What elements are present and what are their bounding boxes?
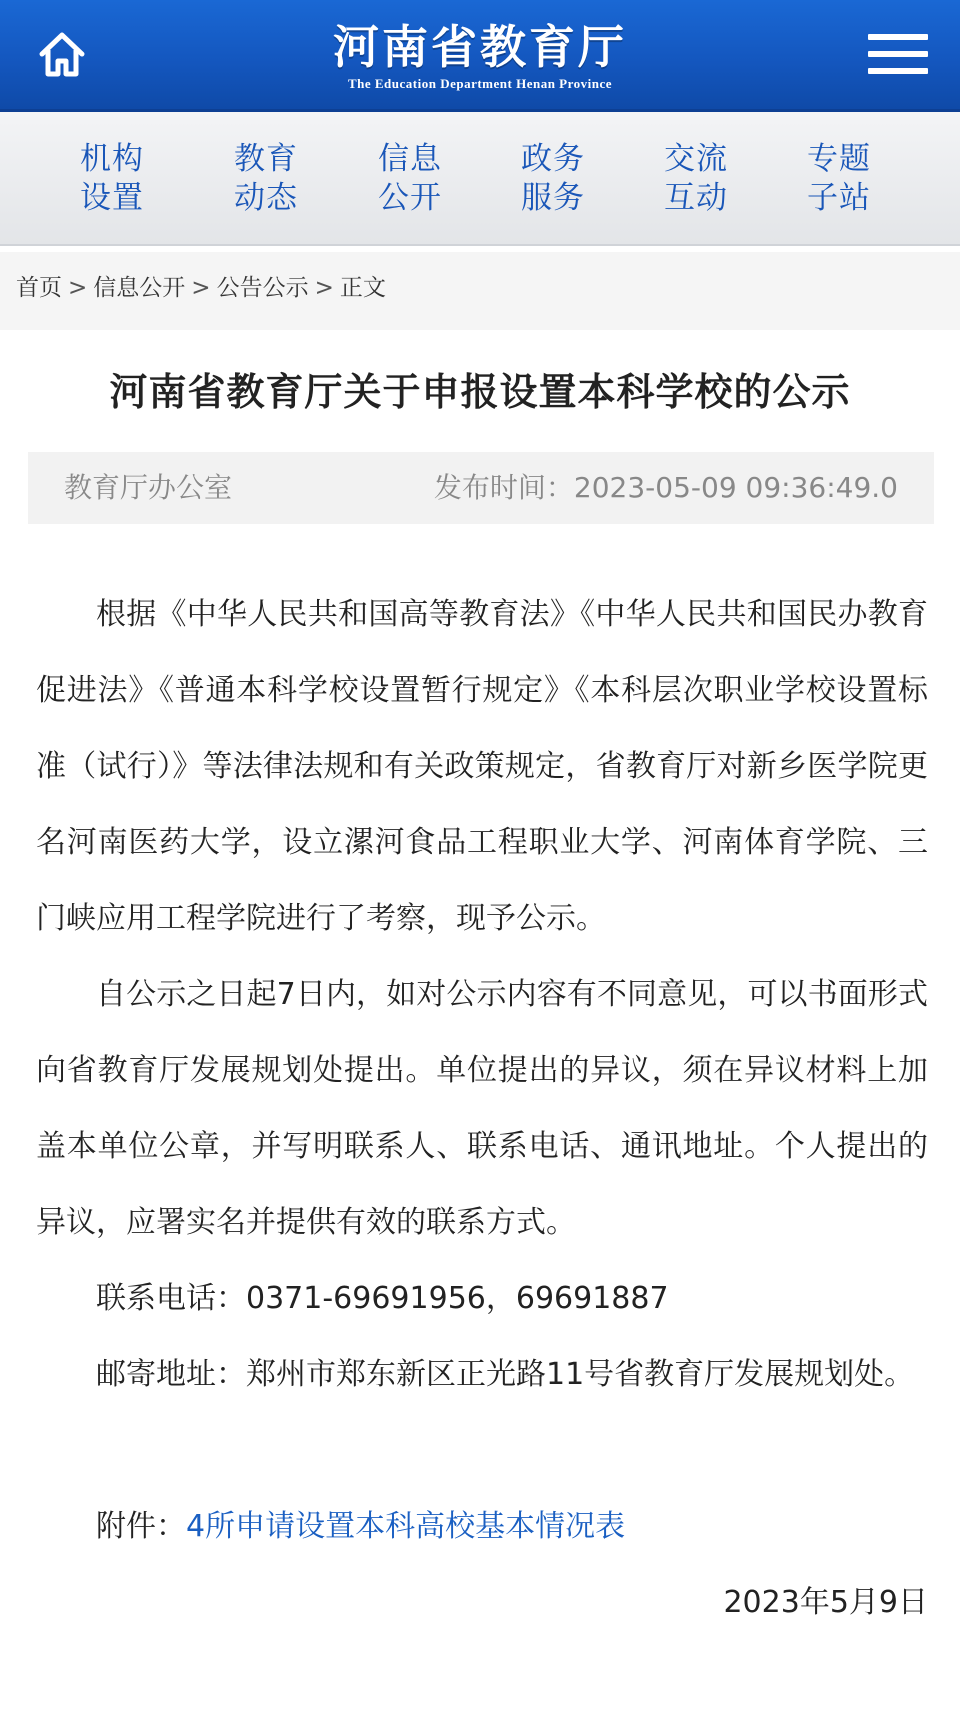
site-logo-en: The Education Department Henan Province: [347, 76, 613, 91]
mailing-address-label: 邮寄地址：: [96, 1357, 246, 1392]
spacer: [36, 1413, 928, 1489]
article-title: 河南省教育厅关于申报设置本科学校的公示: [109, 370, 851, 414]
article-paragraph: 自公示之日起7日内，如对公示内容有不同意见，可以书面形式向省教育厅发展规划处提出。单位提出的异议，须在异议材料上加盖本单位公章，并写明联系人、联系电话、通讯地址。个人提出的异议，应署实名并提供有效的联系方式。: [36, 977, 928, 1240]
site-logo-cn: 河南省教育厅: [333, 20, 627, 74]
article-body: [36, 577, 928, 1641]
attachment-link[interactable]: 4所申请设置本科高校基本情况表: [186, 1509, 626, 1544]
mailing-address-value: 郑州市郑东新区正光路11号省教育厅发展规划处。: [246, 1357, 915, 1392]
breadcrumb-current: 正文: [339, 275, 386, 301]
nav-item-special-sites[interactable]: 专题 子站: [807, 141, 871, 216]
attachment: [36, 1489, 928, 1565]
breadcrumb-separator: >: [68, 275, 88, 301]
breadcrumb-notices[interactable]: 公告公示: [216, 275, 309, 301]
nav-item-org-setup[interactable]: 机构 设置: [80, 141, 144, 216]
article-publish-time: [434, 452, 898, 524]
nav-item-info-disclosure[interactable]: 信息 公开: [378, 141, 442, 216]
nav-item-education-news[interactable]: 教育 动态: [234, 141, 298, 216]
attachment-label: 附件：: [96, 1509, 186, 1544]
contact-phone-label: 联系电话：: [96, 1281, 246, 1316]
mailing-address: [36, 1337, 928, 1413]
article-org: 教育厅办公室: [64, 471, 233, 504]
publish-label: 发布时间：: [433, 471, 574, 504]
breadcrumb-info-disclosure[interactable]: 信息公开: [93, 275, 186, 301]
contact-phone-value: 0371-69691956，69691887: [246, 1281, 669, 1316]
breadcrumb: [0, 252, 960, 330]
site-logo[interactable]: [0, 20, 960, 92]
article-date: 2023年5月9日: [723, 1585, 928, 1620]
article-meta: [28, 452, 934, 524]
nav-item-interaction[interactable]: 交流 互动: [664, 141, 728, 216]
article-paragraph: 根据《中华人民共和国高等教育法》《中华人民共和国民办教育促进法》《普通本科学校设置暂行规定》《本科层次职业学校设置标准（试行）》等法律法规和有关政策规定，省教育厅对新乡医学院更名河南医药大学，设立漯河食品工程职业大学、河南体育学院、三门峡应用工程学院进行了考察，现予公示。: [36, 597, 928, 936]
nav-item-gov-services[interactable]: 政务 服务: [521, 141, 585, 216]
breadcrumb-home[interactable]: 首页: [16, 275, 62, 301]
menu-button[interactable]: [868, 32, 928, 76]
publish-time-value: 2023-05-09 09:36:49.0: [573, 471, 898, 504]
contact-phone: [36, 1261, 928, 1337]
breadcrumb-separator: >: [314, 275, 334, 301]
main-nav: [0, 112, 960, 246]
breadcrumb-separator: >: [191, 275, 211, 301]
site-header: [0, 0, 960, 112]
